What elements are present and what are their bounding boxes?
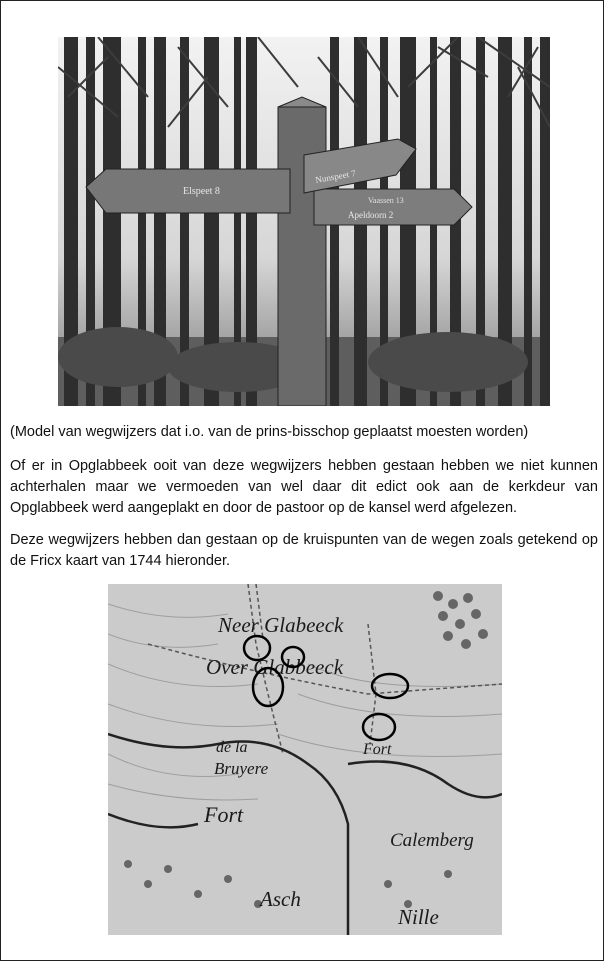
map-label-calemberg: Calemberg (390, 830, 474, 851)
left-sign-text: Elspeet 8 (183, 186, 220, 197)
map-drawing (108, 584, 502, 935)
map-label-nille: Nille (398, 905, 439, 929)
right-upper-sign-text: Nunspeet 7 (314, 168, 357, 185)
map-label-bruyere: Bruyere (214, 759, 269, 778)
map-label-de-la: de la (216, 739, 248, 756)
right-lower-sign-text-2: Apeldoorn 2 (348, 210, 394, 220)
map-label-fort-right: Fort (363, 741, 392, 758)
map-label-over-glabbeeck: Over Glabbeeck (206, 655, 344, 679)
map-label-fort-left: Fort (204, 802, 244, 827)
signpost-photo (58, 37, 550, 406)
fricx-map-image (108, 584, 502, 935)
paragraph-2: Deze wegwijzers hebben dan gestaan op de kruispunten van de wegen zoals getekend op de Fricx kaart van 1744 hieronder. (10, 532, 598, 569)
map-label-asch: Asch (260, 887, 301, 911)
map-label-neer-glabeeck: Neer Glabeeck (218, 613, 344, 637)
forest-signpost-image (58, 37, 550, 406)
photo-caption: (Model van wegwijzers dat i.o. van de prins-bisschop geplaatst moesten worden) (10, 424, 529, 440)
right-lower-sign-text-1: Vaassen 13 (368, 196, 404, 205)
paragraph-1: Of er in Opglabbeek ooit van deze wegwijzers hebben gestaan hebben we niet kunnen achterhalen maar we vermoeden van wel daar dit edict ook aan de kerkdeur van Opglabbeek werd aangeplakt en door de pastoor op de kansel werd afgelezen. (10, 458, 598, 516)
